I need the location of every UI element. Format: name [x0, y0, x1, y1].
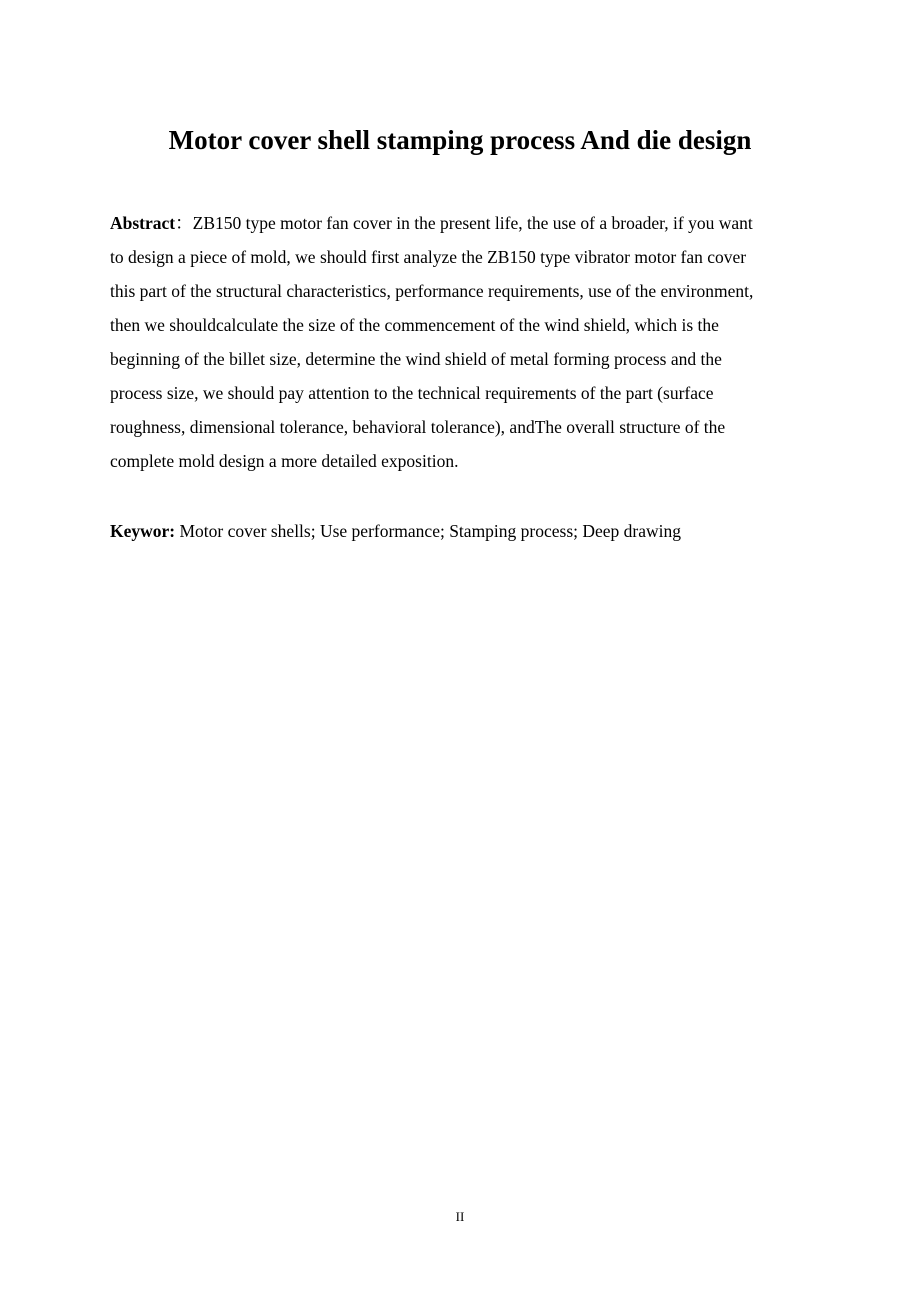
- abstract-line: then we shouldcalculate the size of the commencement of the wind shield, which is the: [110, 315, 719, 335]
- page-number: II: [455, 1209, 465, 1224]
- document-title: Motor cover shell stamping process And die design: [168, 125, 752, 155]
- abstract-line: this part of the structural characteristics, performance requirements, use of the environment,: [110, 281, 754, 301]
- keywords-paragraph: [110, 514, 810, 548]
- abstract-line: beginning of the billet size, determine the wind shield of metal forming process and the: [110, 349, 722, 369]
- abstract-text: ZB150 type motor fan cover in the present life, the use of a broader, if you want: [192, 213, 753, 233]
- abstract-line: process size, we should pay attention to the technical requirements of the part (surface: [110, 383, 714, 403]
- keywords-text: Motor cover shells; Use performance; Stamping process; Deep drawing: [179, 521, 682, 541]
- abstract-line: roughness, dimensional tolerance, behavioral tolerance), andThe overall structure of the: [110, 417, 726, 437]
- abstract-separator: ：: [175, 213, 193, 233]
- abstract-label: Abstract: [110, 213, 176, 233]
- abstract-line: to design a piece of mold, we should first analyze the ZB150 type vibrator motor fan cover: [110, 247, 747, 267]
- abstract-line: [110, 206, 810, 240]
- keywords-label: Keywor:: [110, 521, 176, 541]
- abstract-paragraph: [110, 206, 810, 478]
- abstract-line: complete mold design a more detailed exposition.: [110, 451, 459, 471]
